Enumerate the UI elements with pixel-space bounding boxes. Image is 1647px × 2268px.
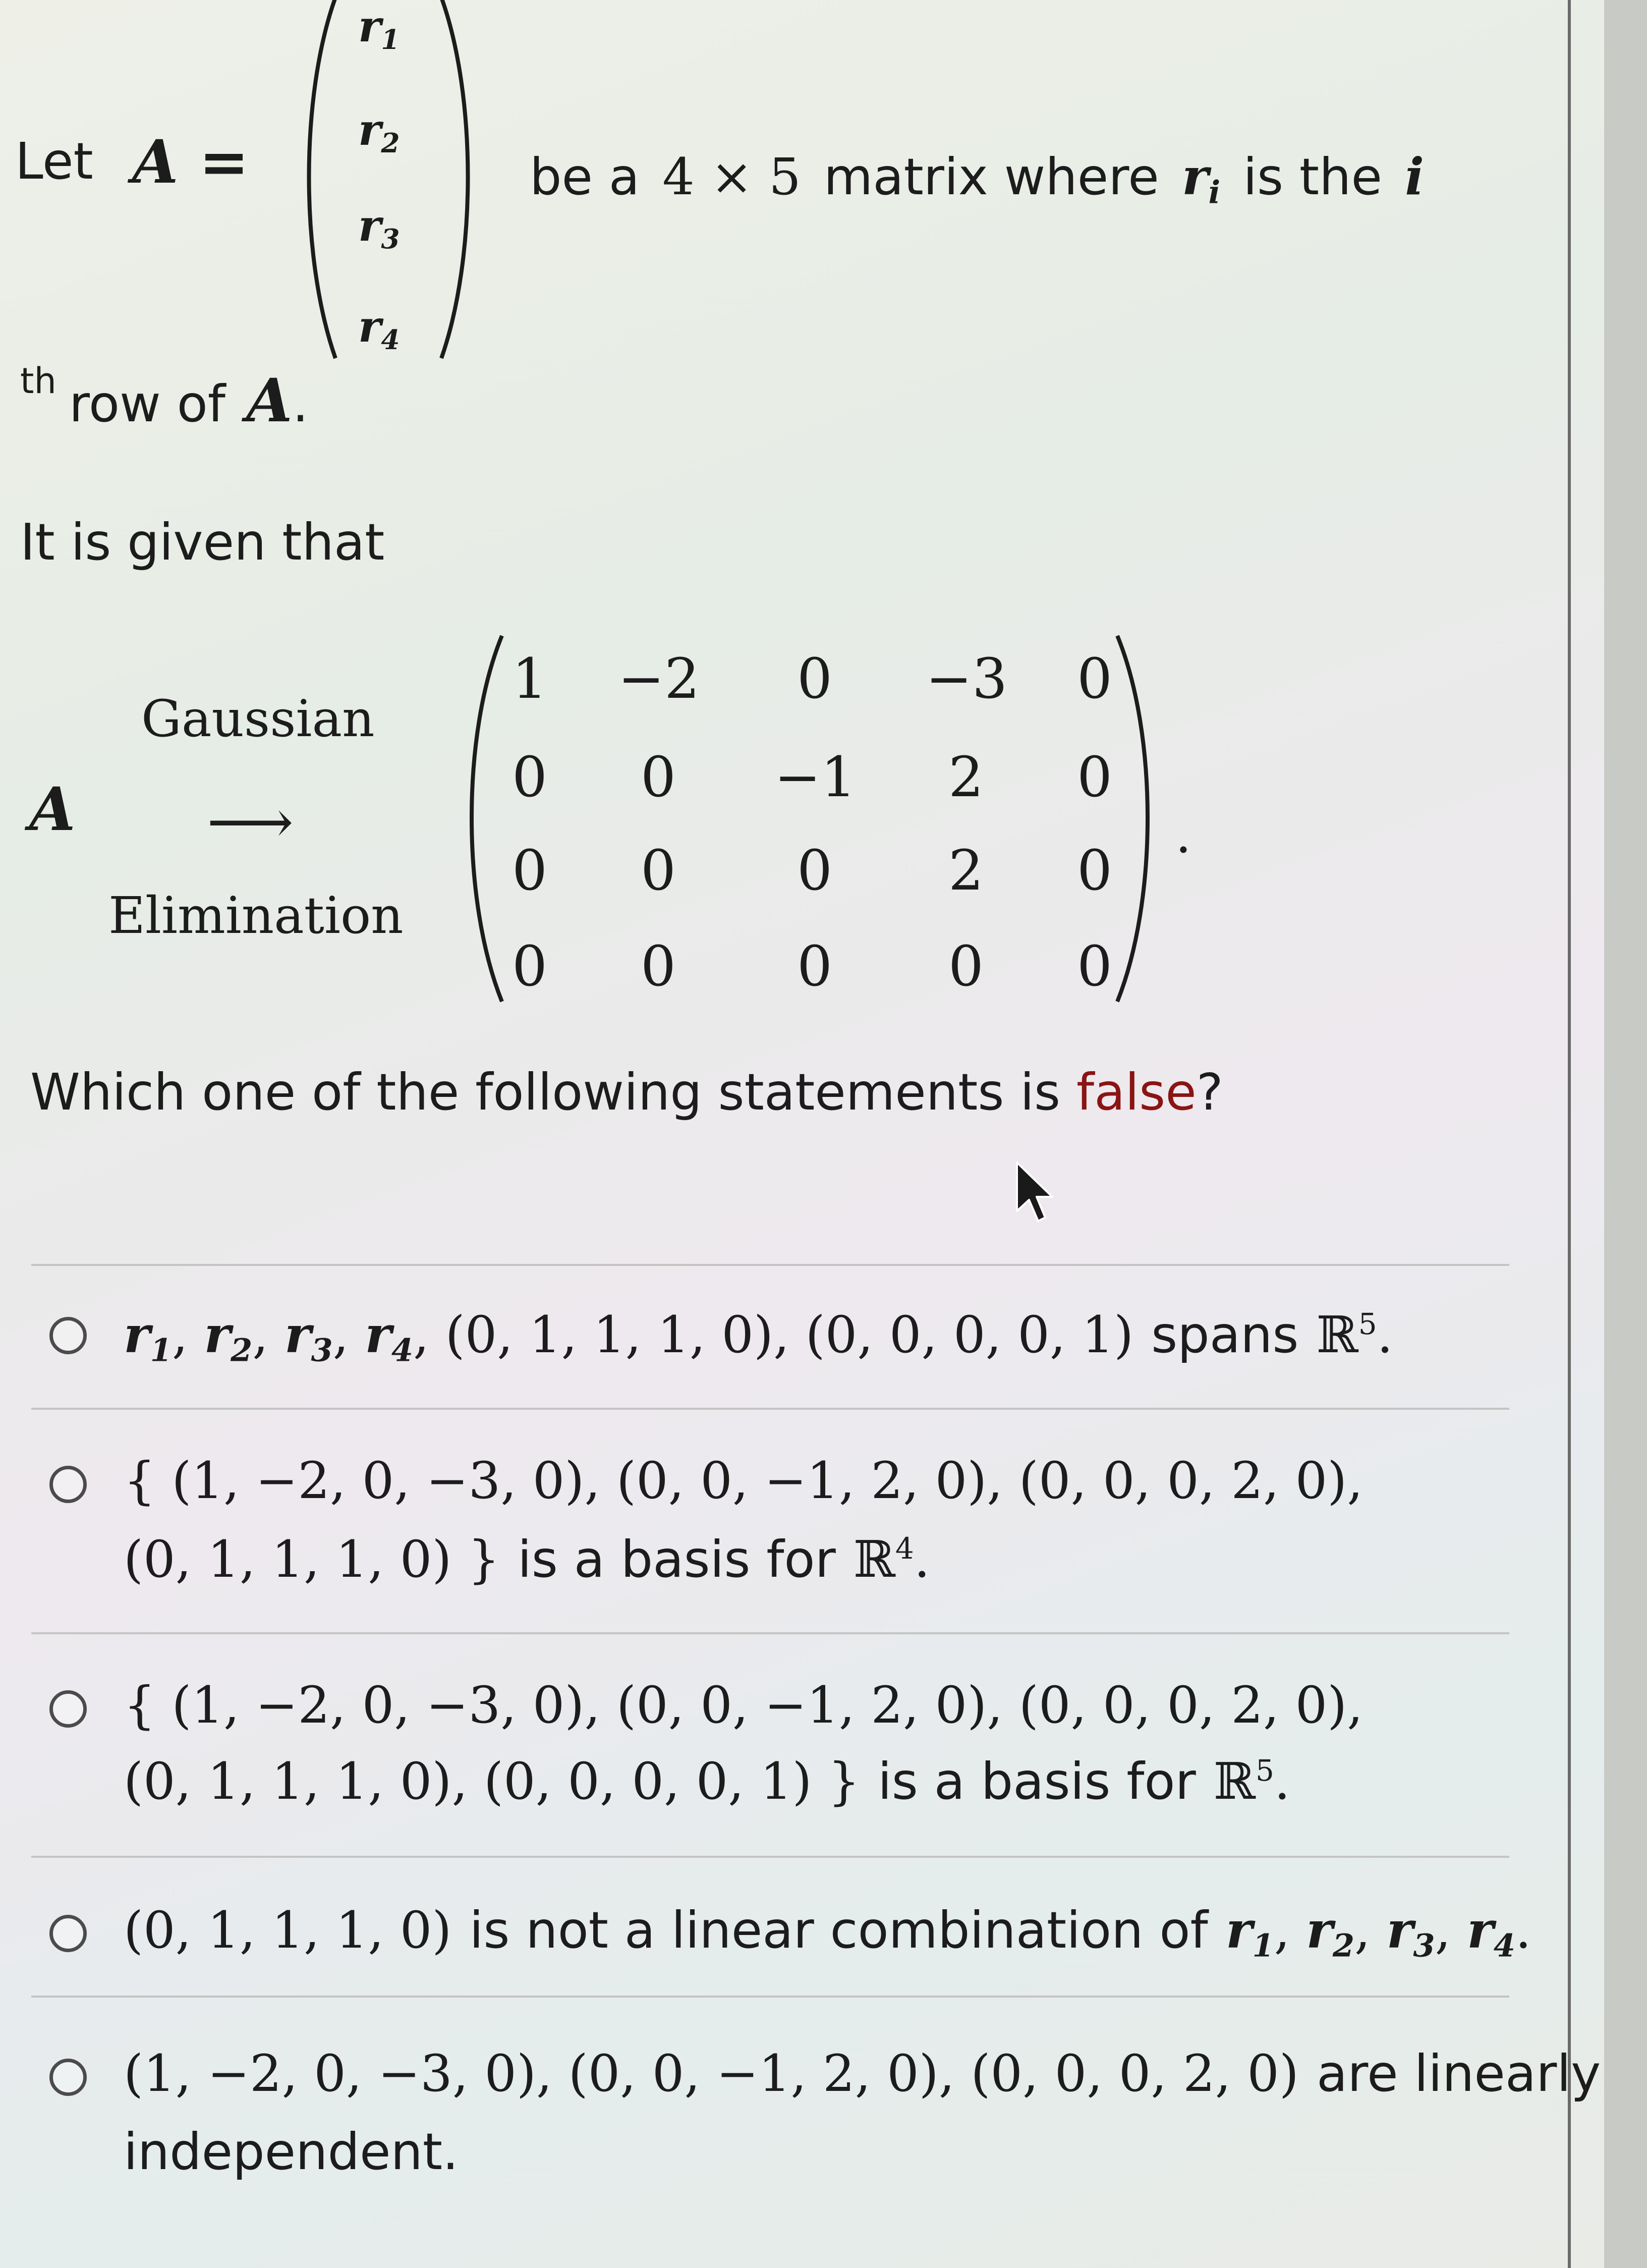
row-r3: $r_3$ bbox=[358, 200, 400, 255]
elimination-label: Elimination bbox=[108, 886, 404, 945]
divider bbox=[31, 1996, 1509, 1998]
matrix-cell: 0 bbox=[1077, 838, 1112, 903]
option-2-line2: (0, 1, 1, 1, 0) } is a basis for ℝ$^4$. bbox=[124, 1529, 930, 1589]
option-4-text: (0, 1, 1, 1, 0) is not a linear combination of $r_1$, $r_2$, $r_3$, $r_4$. bbox=[124, 1900, 1531, 1964]
right-paren-icon bbox=[431, 0, 482, 363]
matrix-cell: 0 bbox=[1077, 745, 1112, 809]
false-emphasis: false bbox=[1076, 1063, 1197, 1122]
matrix-cell: −1 bbox=[774, 745, 857, 809]
page-edge-panel bbox=[1604, 0, 1647, 2268]
matrix-cell: 0 bbox=[948, 934, 984, 999]
matrix-cell: 0 bbox=[1077, 646, 1112, 711]
option-3-radio[interactable] bbox=[49, 1690, 87, 1728]
matrix-cell: −2 bbox=[618, 646, 700, 711]
option-3-line2: (0, 1, 1, 1, 0), (0, 0, 0, 0, 1) } is a basis for ℝ$^5$. bbox=[124, 1751, 1290, 1811]
row-r4: $r_4$ bbox=[358, 301, 400, 356]
divider bbox=[31, 1408, 1509, 1410]
left-paren-icon bbox=[295, 0, 346, 363]
matrix-cell: 0 bbox=[512, 838, 547, 903]
matrix-description: be a 4 × 5 matrix where $r_i$ is the i bbox=[530, 147, 1425, 211]
matrix-cell: −3 bbox=[926, 646, 1008, 711]
row-of-A-text: th row of A. bbox=[20, 360, 309, 435]
question-prompt: Which one of the following statements is false? bbox=[30, 1063, 1223, 1122]
given-text: It is given that bbox=[20, 513, 385, 572]
option-1-radio[interactable] bbox=[49, 1317, 87, 1354]
matrix-A-label: A = bbox=[132, 127, 249, 197]
mouse-cursor-icon bbox=[1014, 1160, 1054, 1226]
matrix-cell: 0 bbox=[512, 745, 547, 809]
option-5-line2: independent. bbox=[124, 2122, 459, 2181]
matrix-cell: 0 bbox=[641, 934, 676, 999]
option-2-radio[interactable] bbox=[49, 1466, 87, 1503]
matrix-period: . bbox=[1175, 805, 1191, 864]
divider bbox=[31, 1264, 1509, 1266]
option-5-radio[interactable] bbox=[49, 2059, 87, 2096]
matrix-cell: 1 bbox=[512, 646, 547, 711]
row-r1: $r_1$ bbox=[358, 1, 400, 56]
matrix-cell: 2 bbox=[948, 745, 984, 809]
let-text: Let bbox=[15, 132, 93, 191]
option-5-line1: (1, −2, 0, −3, 0), (0, 0, −1, 2, 0), (0, 0, 0, 2, 0) are linearly bbox=[124, 2044, 1601, 2103]
matrix-cell: 0 bbox=[512, 934, 547, 999]
divider bbox=[31, 1632, 1509, 1634]
row-r2: $r_2$ bbox=[358, 104, 400, 159]
matrix-cell: 0 bbox=[797, 646, 832, 711]
gaussian-label: Gaussian bbox=[141, 689, 375, 748]
matrix-right-paren-icon bbox=[1110, 633, 1165, 1007]
divider bbox=[31, 1856, 1509, 1858]
option-2-line1: { (1, −2, 0, −3, 0), (0, 0, −1, 2, 0), (0, 0, 0, 2, 0), bbox=[124, 1451, 1364, 1510]
elimination-A-label: A bbox=[29, 774, 76, 844]
option-3-line1: { (1, −2, 0, −3, 0), (0, 0, −1, 2, 0), (0, 0, 0, 2, 0), bbox=[124, 1676, 1364, 1735]
matrix-cell: 0 bbox=[797, 934, 832, 999]
arrow-icon: ⟶ bbox=[207, 787, 294, 857]
matrix-cell: 2 bbox=[948, 838, 984, 903]
page-edge-rule bbox=[1568, 0, 1571, 2268]
option-1-text: $r_1$, $r_2$, $r_3$, $r_4$, (0, 1, 1, 1, 0), (0, 0, 0, 0, 1) spans ℝ$^5$. bbox=[124, 1305, 1393, 1369]
matrix-cell: 0 bbox=[641, 745, 676, 809]
option-4-radio[interactable] bbox=[49, 1915, 87, 1952]
matrix-cell: 0 bbox=[641, 838, 676, 903]
matrix-cell: 0 bbox=[797, 838, 832, 903]
matrix-cell: 0 bbox=[1077, 934, 1112, 999]
